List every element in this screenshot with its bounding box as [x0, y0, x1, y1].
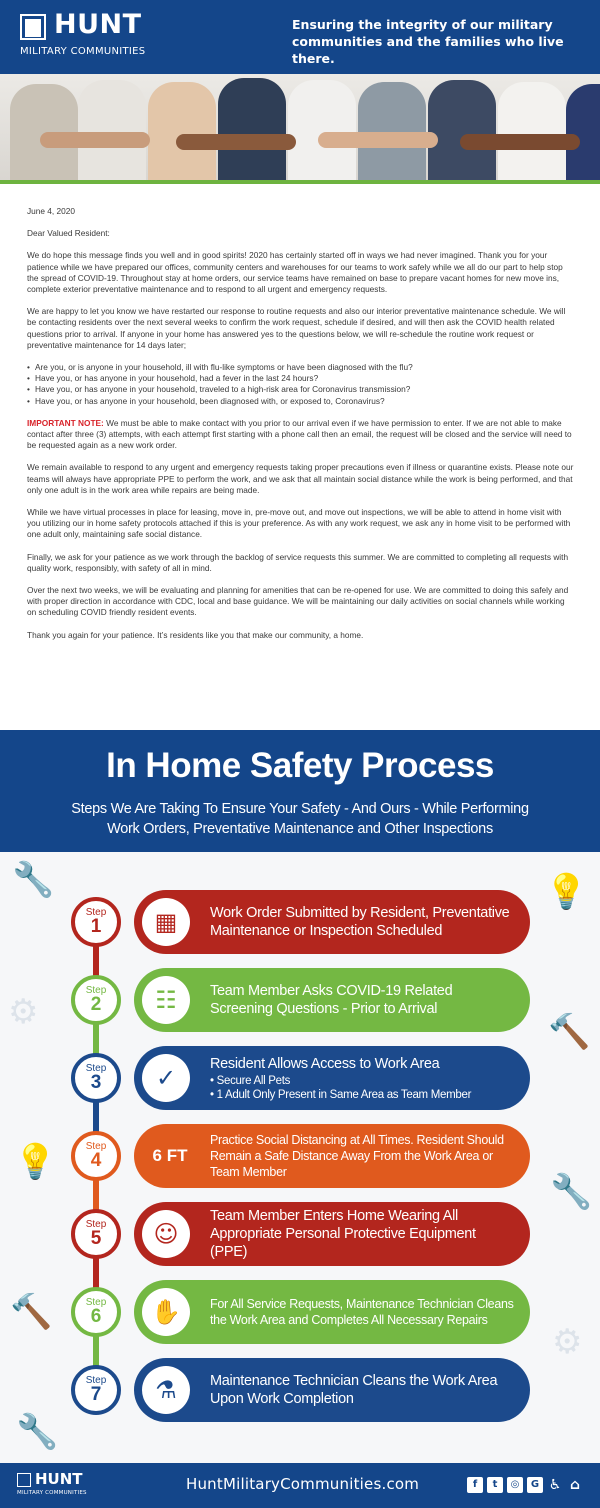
screening-questions-list	[27, 362, 575, 407]
step-text	[210, 1046, 515, 1110]
bg-gear-icon: ⚙	[8, 992, 39, 1032]
step-card	[134, 1046, 530, 1110]
step-bullet: • 1 Adult Only Present in Same Area as Team Member	[210, 1088, 472, 1101]
step-badge	[71, 1131, 121, 1181]
footer-brand-sub: MILITARY COMMUNITIES	[17, 1490, 87, 1496]
step-label: Step	[85, 985, 107, 996]
step-badge	[71, 897, 121, 947]
banner-subtitle: Steps We Are Taking To Ensure Your Safety - And Ours - While Performing Work Orders, Preventative Maintenance and Other Inspections	[71, 801, 529, 837]
calendar-icon: ▦	[142, 898, 190, 946]
list-item: • Have you, or has anyone in your household, had a fever in the last 24 hours?	[27, 373, 575, 384]
letter-greeting: Dear Valued Resident:	[27, 228, 110, 239]
step-text: For All Service Requests, Maintenance Technician Cleans the Work Area and Completes All Necessary Repairs	[210, 1297, 514, 1327]
letter-date: June 4, 2020	[27, 206, 75, 216]
important-note-label: IMPORTANT NOTE:	[27, 417, 104, 428]
step-label: Step	[85, 1375, 107, 1386]
bg-hammer-icon: 🔨	[10, 1292, 53, 1332]
letter-paragraph: While we have virtual processes in place for leasing, move in, pre-move out, and move out inspections, we will be able to attend in home visit with you utilizing our in home safety protocols attached if this is your preference. As with any work request, we ask any in home visit to be performed with one adult only, maintaining safe social distance.	[27, 507, 571, 540]
checkmark-icon: ✓	[142, 1054, 190, 1102]
website-link[interactable]: HuntMilitaryCommunities.com	[186, 1475, 420, 1493]
step-number: 1	[90, 916, 102, 937]
header-tagline: Ensuring the integrity of our military communities and the families who live there.	[292, 17, 564, 66]
hunt-logo-mark-icon	[20, 14, 46, 40]
logo-brand-sub: MILITARY COMMUNITIES	[20, 46, 146, 57]
safety-process-banner	[0, 730, 600, 852]
step-text: Team Member Asks COVID-19 Related Screening Questions - Prior to Arrival	[210, 983, 453, 1017]
step-number: 2	[90, 994, 102, 1015]
step-label: Step	[85, 1297, 107, 1308]
letter-paragraph: Finally, we ask for your patience as we work through the backlog of service requests this summer. We are committed to completing all requests with quality work, responsibly, with safety of all in mind.	[27, 551, 569, 573]
step-label: Step	[85, 1063, 107, 1074]
list-item: • Are you, or is anyone in your household, ill with flu-like symptoms or have been diagnosed with the flu?	[27, 362, 575, 373]
step-card	[134, 890, 530, 954]
twitter-icon[interactable]: t	[487, 1477, 503, 1493]
footer-brand: HUNT	[35, 1470, 83, 1488]
header-bar	[0, 0, 600, 74]
step-label: Step	[85, 907, 107, 918]
six-ft-label: 6 FT	[152, 1146, 188, 1165]
step-card	[134, 1358, 530, 1422]
step-label: Step	[85, 1219, 107, 1230]
step-card	[134, 1202, 530, 1266]
step-card	[134, 1280, 530, 1344]
letter-paragraph: Over the next two weeks, we will be evaluating and planning for amenities that can be re-opened for use. We are committed to doing this safely and with proper direction in accordance with CDC, local and base guidance. We will be maintaining our daily activities on social channels while working on scheduling COVID friendly resident events.	[27, 585, 569, 618]
step-text: Team Member Enters Home Wearing All Appropriate Personal Protective Equipment (PPE)	[210, 1208, 476, 1260]
step-label: Step	[85, 1141, 107, 1152]
letter-paragraph: We remain available to respond to any urgent and emergency requests taking proper precautions even if illness or quarantine exists. Please note our teams will always have appropriate PPE to perform the work, and we ask that all maintain social distance while the work is being performed, and that only one adult is in the work area while repairs are being made.	[27, 462, 574, 495]
step-text: Work Order Submitted by Resident, Preventative Maintenance or Inspection Scheduled	[210, 905, 510, 939]
step-heading: Resident Allows Access to Work Area	[210, 1055, 440, 1072]
step-badge	[71, 1365, 121, 1415]
bg-lightbulb-icon: 💡	[14, 1142, 57, 1182]
step-badge	[71, 1053, 121, 1103]
step-number: 6	[90, 1306, 102, 1327]
step-number: 4	[90, 1150, 102, 1171]
step-badge	[71, 1287, 121, 1337]
step-number: 5	[90, 1228, 102, 1249]
bg-lightbulb-icon: 💡	[545, 872, 588, 912]
banner-title: In Home Safety Process	[106, 746, 494, 785]
step-card	[134, 968, 530, 1032]
letter-body	[27, 206, 575, 652]
equal-housing-icon: ⌂	[569, 1477, 581, 1493]
step-text: Practice Social Distancing at All Times. Resident Should Remain a Safe Distance Away From the Work Area or Team Member	[210, 1133, 504, 1179]
google-icon[interactable]: G	[527, 1477, 543, 1493]
instagram-icon[interactable]: ◎	[507, 1477, 523, 1493]
important-note	[27, 418, 575, 452]
bg-gear-icon: ⚙	[552, 1322, 583, 1362]
bg-wrench-icon: 🔧	[550, 1172, 593, 1212]
step-bullet: • Secure All Pets	[210, 1074, 291, 1087]
step-badge	[71, 975, 121, 1025]
letter-paragraph: We are happy to let you know we have restarted our response to routine requests and also our interior preventative maintenance schedule. We will be contacting residents over the next several weeks to confirm the work request, schedule if desired, and will then ask the COVID health related questions prior to arrival. If anyone in your home has answered yes to the questions below, we will re-schedule the routine work request or preventative maintenance for 14 days later;	[27, 306, 566, 350]
step-card	[134, 1124, 530, 1188]
letter-paragraph: We do hope this message finds you well and in good spirits! 2020 has certainly started off in ways we had never imagined. Thank you for your patience while we have prepared our offices, community centers and warehouses for our teams to work safely while we all do our part to help stop the spread of COVID-19. Throughout stay at home orders, our service teams have remained on base to prepare vacant homes for new move ins, complete exterior preventative maintenance and to respond to all urgent and emergency requests.	[27, 250, 563, 295]
spray-bottle-icon: ⚗	[142, 1366, 190, 1414]
divider-line	[0, 180, 600, 184]
hero-photo-people-linking-arms	[0, 74, 600, 180]
hunt-logo[interactable]	[20, 9, 220, 60]
social-icons	[467, 1477, 583, 1493]
footer-bar	[0, 1463, 600, 1508]
clipboard-icon: ☷	[142, 976, 190, 1024]
facebook-icon[interactable]: f	[467, 1477, 483, 1493]
step-number: 7	[90, 1384, 102, 1405]
face-mask-icon: ☺	[142, 1210, 190, 1258]
bg-hammer-icon: 🔨	[548, 1012, 591, 1052]
bg-wrench-icon: 🔧	[16, 1412, 59, 1452]
step-text: Maintenance Technician Cleans the Work Area Upon Work Completion	[210, 1373, 498, 1407]
cleaning-hands-icon: ✋	[142, 1288, 190, 1336]
list-item: • Have you, or has anyone in your household, been diagnosed with, or exposed to, Coronavirus?	[27, 396, 575, 407]
footer-hunt-logo[interactable]	[17, 1472, 97, 1500]
step-number: 3	[90, 1072, 102, 1093]
logo-brand: HUNT	[54, 9, 142, 40]
bg-wrench-icon: 🔧	[12, 860, 55, 900]
hunt-logo-mark-icon	[17, 1473, 31, 1487]
list-item: • Have you, or has anyone in your household, traveled to a high-risk area for Coronavirus transmission?	[27, 384, 575, 395]
accessibility-icon: ♿	[548, 1477, 562, 1493]
step-badge	[71, 1209, 121, 1259]
steps-area	[0, 852, 600, 1463]
letter-closing: Thank you again for your patience. It’s residents like you that make our community, a home.	[27, 629, 364, 640]
important-note-text: We must be able to make contact with you prior to our arrival even if we have permission to enter. If we are not able to make contact after three (3) attempts, with each attempt first starting with a phone call then an email, the request will be closed and the service will need to be requested again as a new work order.	[27, 417, 572, 451]
